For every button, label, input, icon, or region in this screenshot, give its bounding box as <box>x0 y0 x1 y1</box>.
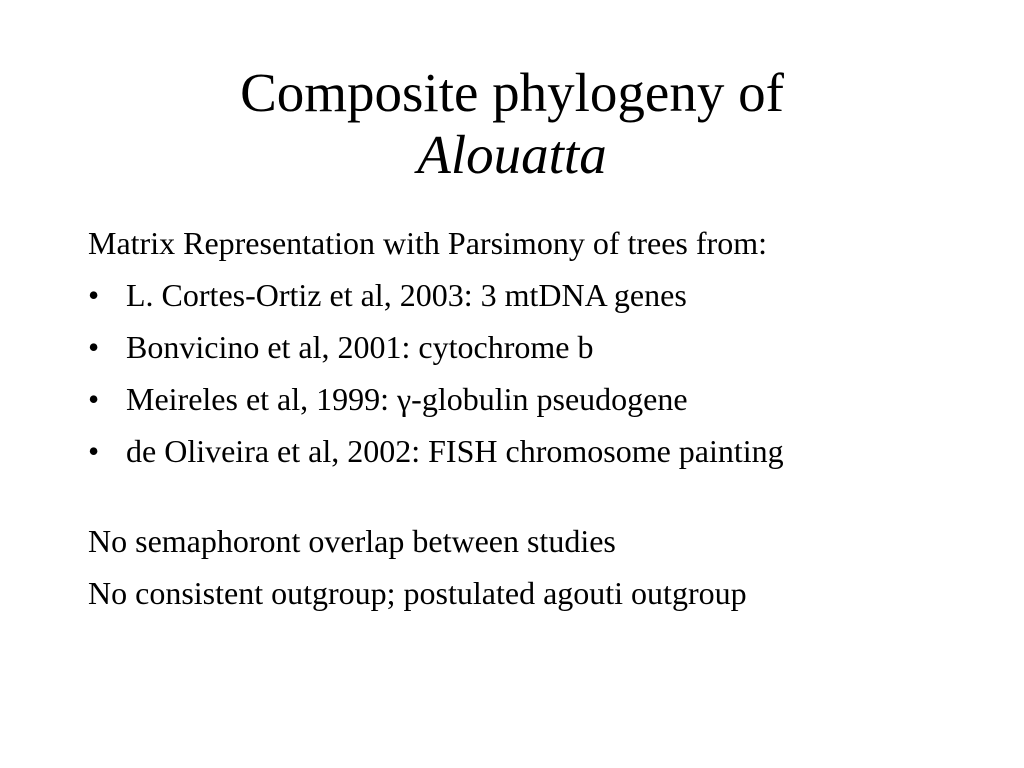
slide-title <box>0 62 1024 186</box>
bullet-item <box>88 432 968 470</box>
bullet-item <box>88 380 968 418</box>
bullet-text: de Oliveira et al, 2002: FISH chromosome painting <box>126 433 784 469</box>
note-text: No consistent outgroup; postulated agouti outgroup <box>88 575 747 611</box>
bullet-marker: • <box>88 277 100 313</box>
title-line-1: Composite phylogeny of <box>240 62 784 123</box>
intro-text: Matrix Representation with Parsimony of trees from: <box>88 225 767 261</box>
bullet-marker: • <box>88 433 100 469</box>
slide-body <box>88 224 968 626</box>
bullet-marker: • <box>88 329 100 365</box>
note-text: No semaphoront overlap between studies <box>88 523 616 559</box>
spacer <box>88 484 968 522</box>
bullet-list <box>88 276 968 470</box>
bullet-item <box>88 328 968 366</box>
bullet-text: L. Cortes-Ortiz et al, 2003: 3 mtDNA genes <box>126 277 687 313</box>
bullet-text: Meireles et al, 1999: γ-globulin pseudogene <box>126 381 688 417</box>
bullet-item <box>88 276 968 314</box>
bullet-text: Bonvicino et al, 2001: cytochrome b <box>126 329 594 365</box>
title-line-2-genus: Alouatta <box>417 124 607 185</box>
bullet-marker: • <box>88 381 100 417</box>
